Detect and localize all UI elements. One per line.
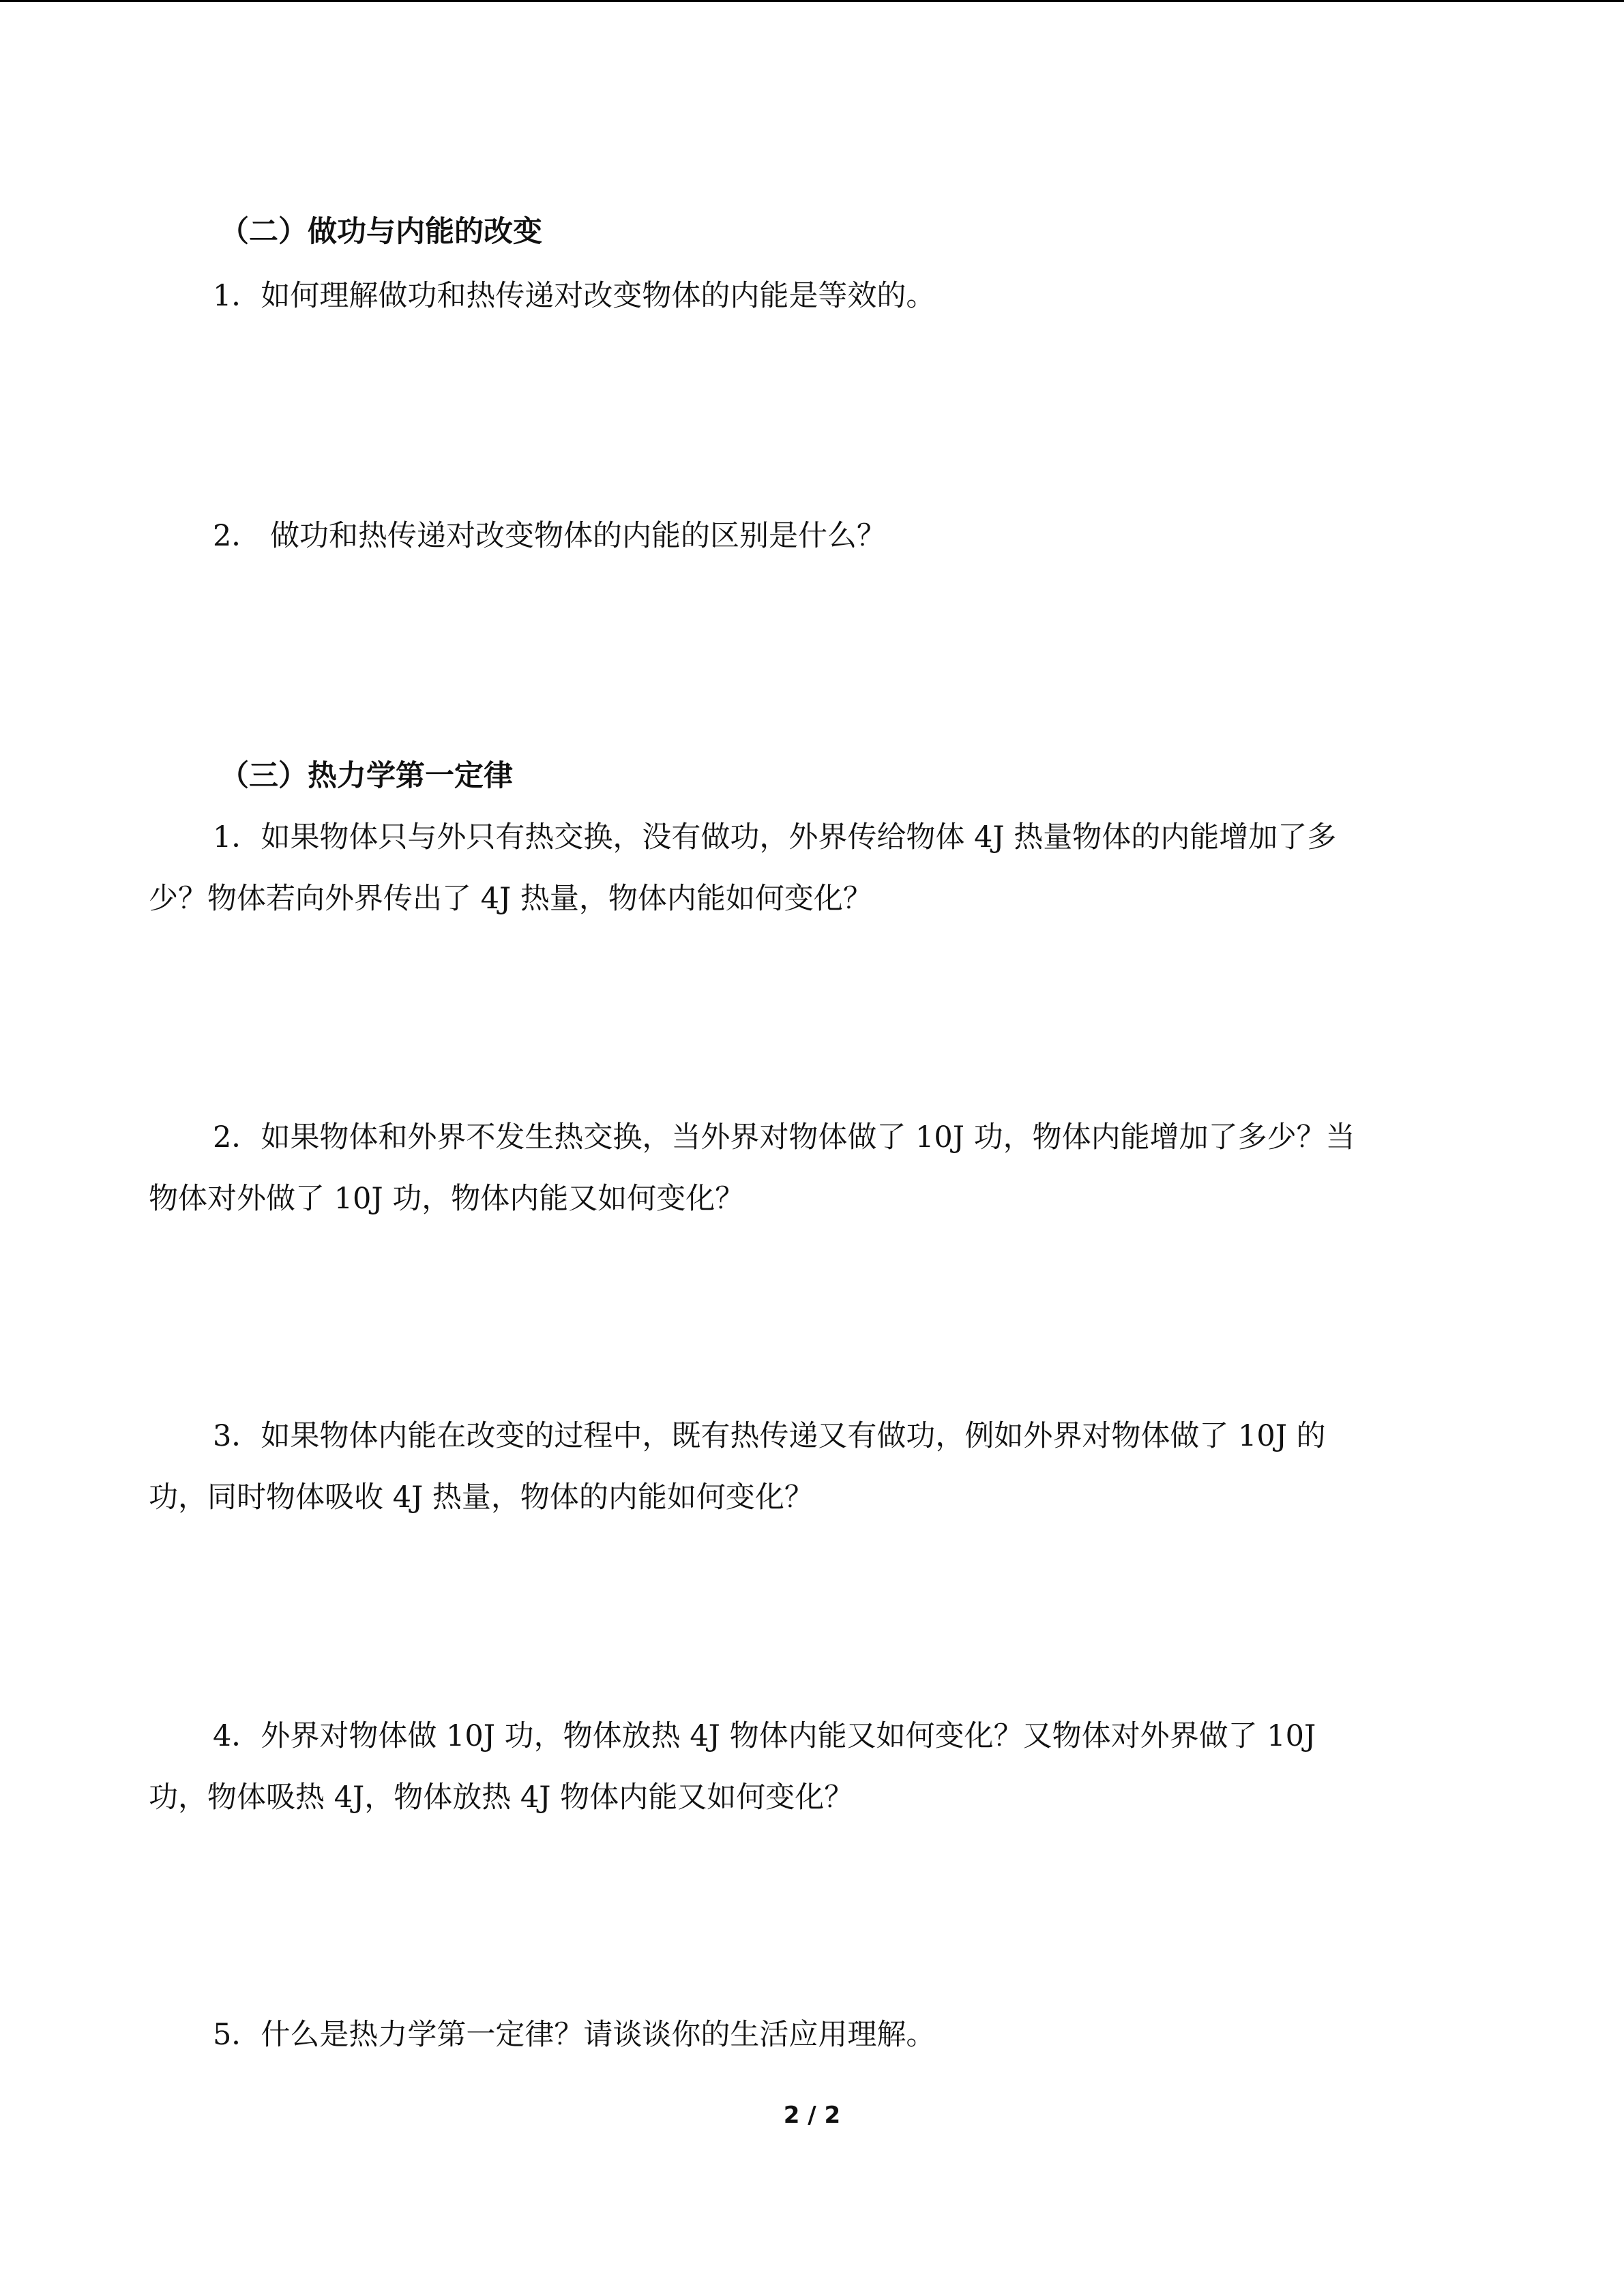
section-heading: （二）做功与内能的改变	[220, 215, 542, 249]
question-line: 2．如果物体和外界不发生热交换，当外界对物体做了 10J 功，物体内能增加了多少？当	[213, 1120, 1355, 1154]
question-line: 2． 做功和热传递对改变物体的内能的区别是什么？	[213, 519, 887, 553]
question-line: 3．如果物体内能在改变的过程中，既有热传递又有做功，例如外界对物体做了 10J 的	[213, 1419, 1326, 1453]
question-line: 功，物体吸热 4J，物体放热 4J 物体内能又如何变化？	[149, 1780, 854, 1815]
question-line: 1．如何理解做功和热传递对改变物体的内能是等效的。	[213, 279, 936, 313]
question-line: 功，同时物体吸收 4J 热量，物体的内能如何变化？	[149, 1480, 814, 1515]
question-line: 5．什么是热力学第一定律？请谈谈你的生活应用理解。	[213, 2018, 936, 2052]
top-border-rule	[0, 0, 1624, 2]
question-line: 物体对外做了 10J 功，物体内能又如何变化？	[149, 1182, 745, 1216]
question-line: 少？物体若向外界传出了 4J 热量，物体内能如何变化？	[149, 882, 872, 916]
section-heading: （三）热力学第一定律	[220, 759, 513, 793]
question-line: 4．外界对物体做 10J 功，物体放热 4J 物体内能又如何变化？又物体对外界做了 10J	[213, 1719, 1316, 1753]
question-line: 1．如果物体只与外只有热交换，没有做功，外界传给物体 4J 热量物体的内能增加了多	[213, 820, 1337, 854]
page-number: 2 / 2	[783, 2102, 841, 2129]
